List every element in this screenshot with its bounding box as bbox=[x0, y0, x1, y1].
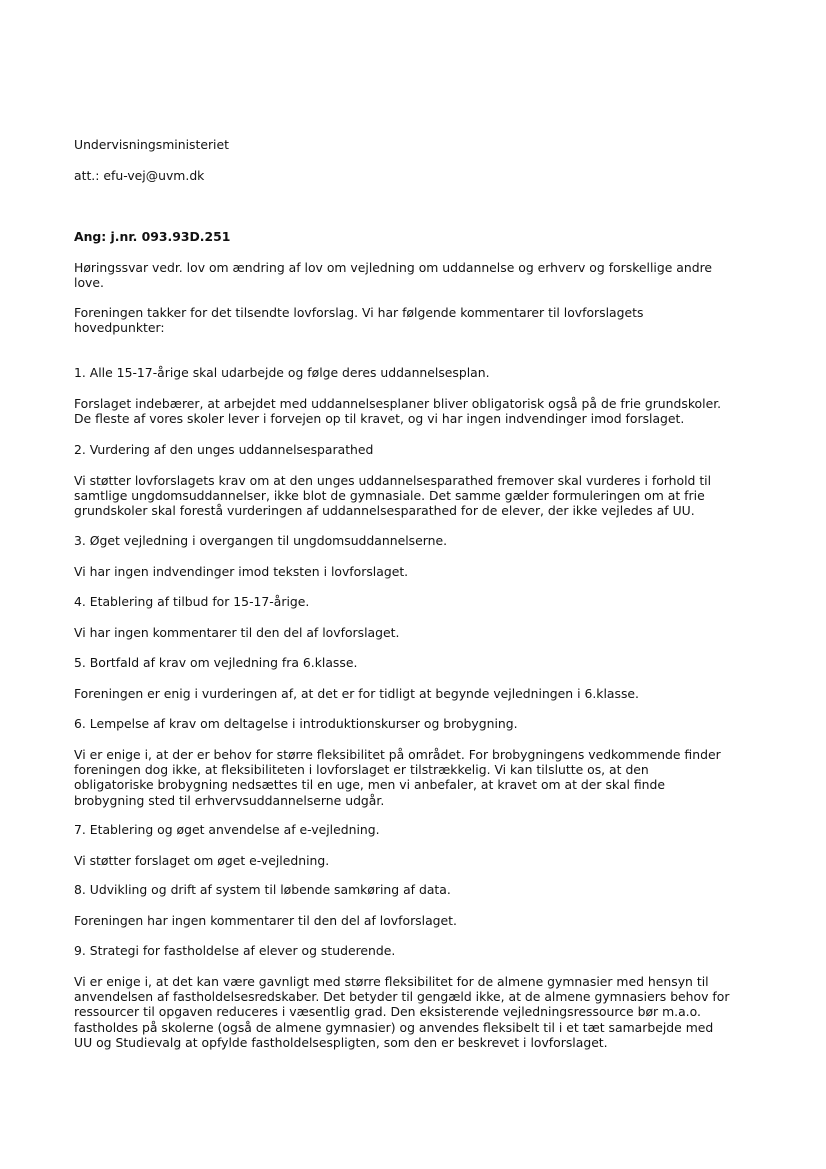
section-heading: 9. Strategi for fastholdelse af elever og studerende. bbox=[74, 943, 396, 959]
recipient-email: att.: efu-vej@uvm.dk bbox=[74, 167, 205, 183]
section-heading: 6. Lempelse af krav om deltagelse i introduktionskurser og brobygning. bbox=[74, 716, 518, 732]
recipient-address bbox=[74, 122, 754, 198]
reference-number: Ang: j.nr. 093.93D.251 bbox=[74, 229, 231, 244]
subject-line: Høringssvar vedr. lov om ændring af lov om vejledning om uddannelse og erhverv og forskellige andre love. bbox=[74, 260, 713, 291]
section-body: Vi er enige i, at der er behov for større fleksibilitet på området. For brobygningens vedkommende finder foreningen dog ikke, at fleksibiliteten i lovforslaget er tilstrækkelig. Vi kan tilslutte os, at den obligatoriske brobygning nedsættes til en uge, men vi anbefaler, at kravet om at der skal finde brobygning sted til erhvervsuddannelserne udgår. bbox=[74, 746, 721, 808]
section-heading: 8. Udvikling og drift af system til løbende samkøring af data. bbox=[74, 882, 451, 898]
section-heading: 1. Alle 15-17-årige skal udarbejde og følge deres uddannelsesplan. bbox=[74, 365, 490, 381]
section-body: Foreningen har ingen kommentarer til den del af lovforslaget. bbox=[74, 912, 457, 928]
section-body: Forslaget indebærer, at arbejdet med uddannelsesplaner bliver obligatorisk også på de frie grundskoler. De fleste af vores skoler lever i forvejen op til kravet, og vi har ingen indvendinger imod forslaget. bbox=[74, 395, 722, 427]
section-heading: 3. Øget vejledning i overgangen til ungdomsuddannelserne. bbox=[74, 533, 448, 549]
section-heading: 7. Etablering og øget anvendelse af e-vejledning. bbox=[74, 822, 380, 838]
section-6 bbox=[74, 701, 754, 823]
section-heading: 5. Bortfald af krav om vejledning fra 6.klasse. bbox=[74, 655, 358, 671]
section-body: Vi støtter forslaget om øget e-vejledning. bbox=[74, 852, 330, 868]
section-body: Vi er enige i, at det kan være gavnligt med større fleksibilitet for de almene gymnasier med hensyn til anvendelsen af fastholdelsesredskaber. Det betyder til gengæld ikke, at de almene gymnasiers behov for ressourcer til opgaven reduceres i væsentlig grad. Den eksisterende vejledningsressource bør m.a.o. fastholdes på skolerne (også de almene gymnasier) og anvendes fleksibelt til i et tæt samarbejde med UU og Studievalg at opfylde fastholdelsespligten, som den er beskrevet i lovforslaget. bbox=[74, 973, 730, 1051]
section-9 bbox=[74, 928, 754, 1066]
section-body: Vi støtter lovforslagets krav om at den unges uddannelsesparathed fremover skal vurderes i forhold til samtlige ungdomsuddannelser, ikke blot de gymnasiale. Det samme gælder formuleringen om at frie grundskoler skal forestå vurderingen af uddannelsesparathed for de elever, der ikke vejledes af UU. bbox=[74, 472, 712, 519]
intro-paragraph: Foreningen takker for det tilsendte lovforslag. Vi har følgende kommentarer til lovforslagets hovedpunkter: bbox=[74, 305, 644, 336]
section-body: Foreningen er enig i vurderingen af, at det er for tidligt at begynde vejledningen i 6.klasse. bbox=[74, 685, 639, 701]
section-heading: 4. Etablering af tilbud for 15-17-årige. bbox=[74, 594, 310, 610]
section-body: Vi har ingen indvendinger imod teksten i lovforslaget. bbox=[74, 563, 409, 579]
section-body: Vi har ingen kommentarer til den del af lovforslaget. bbox=[74, 624, 400, 640]
section-heading: 2. Vurdering af den unges uddannelsesparathed bbox=[74, 442, 374, 458]
recipient-name: Undervisningsministeriet bbox=[74, 137, 229, 153]
